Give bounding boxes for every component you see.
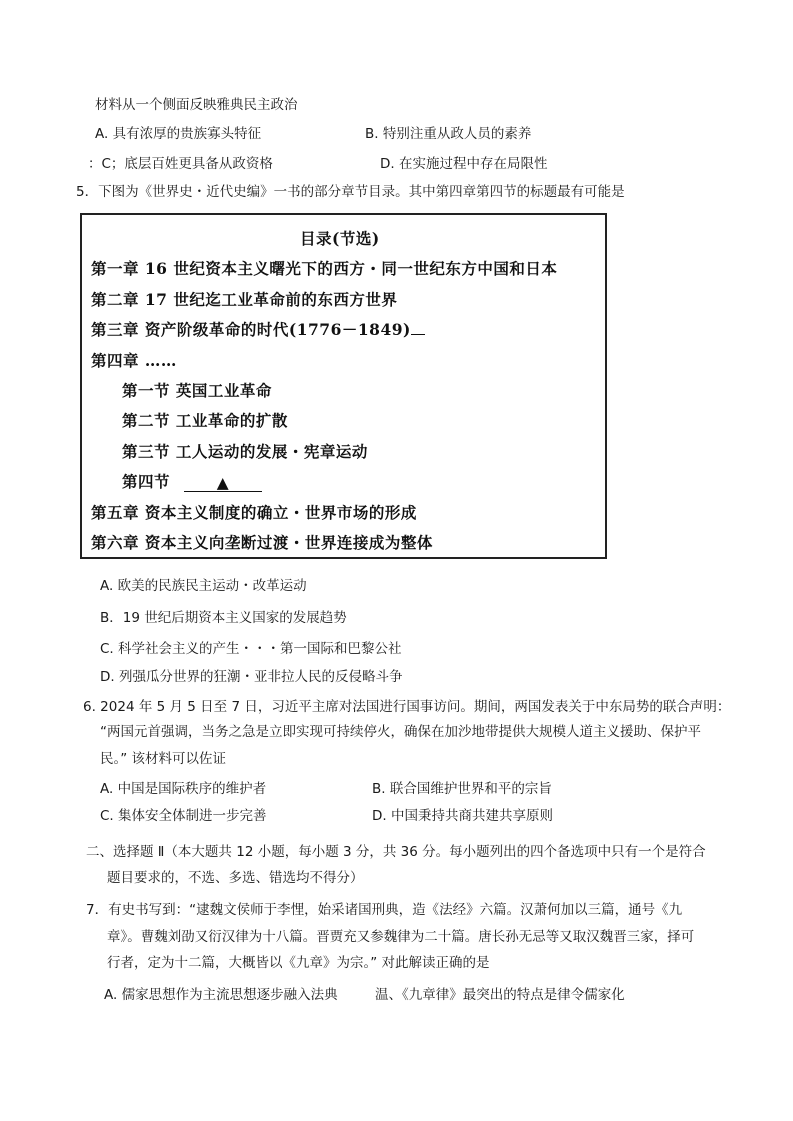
q5-stem: 5．下图为《世界史・近代史编》一书的部分章节目录。其中第四章第四节的标题最有可能是 [76, 184, 625, 200]
q7-line-2: 章》。曹魏刘劭又衍汉律为十八篇。晋贾充又参魏律为二十篇。唐长孙无忌等又取汉魏晋三家，择可 [107, 929, 695, 945]
q7-line-3: 行者，定为十二篇，大概皆以《九章》为宗。” 对此解读正确的是 [107, 955, 490, 971]
toc-chapter-1: 第一章 16 世纪资本主义曙光下的西方・同一世纪东方中国和日本 [91, 259, 558, 278]
toc-chapter-3: 第三章 资产阶级革命的时代(1776－1849) [91, 320, 425, 340]
q5-option-b: B．19 世纪后期资本主义国家的发展趋势 [100, 610, 347, 626]
toc-section-1: 第一节 英国工业革命 [122, 381, 272, 400]
section-2-heading: 二、选择题 Ⅱ（本大题共 12 小题，每小题 3 分，共 36 分。每小题列出的四个备选项中只有一个是符合 [86, 844, 706, 860]
q7-option-b-partial: 温、《九章律》最突出的特点是律令儒家化 [375, 987, 625, 1003]
toc-chapter-6: 第六章 资本主义向垄断过渡・世界连接成为整体 [91, 533, 433, 552]
toc-chapter-5: 第五章 资本主义制度的确立・世界市场的形成 [91, 503, 417, 522]
q6-option-c: C. 集体安全体制进一步完善 [100, 808, 267, 824]
q6-option-b: B. 联合国维护世界和平的宗旨 [372, 781, 552, 797]
toc-section-4: 第四节 ▲ [122, 472, 262, 492]
q6-option-d: D. 中国秉持共商共建共享原则 [372, 808, 553, 824]
section-2-instructions: 题目要求的，不选、多选、错选均不得分） [107, 870, 364, 886]
q4-option-b: B. 特别注重从政人员的素养 [365, 126, 532, 142]
toc-section-4-blank: ▲ [184, 473, 262, 492]
q6-line-1: 6. 2024 年 5 月 5 日至 7 日，习近平主席对法国进行国事访问。期间，两国发表关于中东局势的联合声明： [83, 699, 731, 715]
q4-stem-tail: 材料从一个侧面反映雅典民主政治 [95, 97, 298, 113]
q4-option-c: ：C；底层百姓更具备从政资格 [88, 156, 273, 172]
q6-line-3: 民。” 该材料可以佐证 [100, 751, 227, 767]
q6-line-2: “两国元首强调，当务之急是立即实现可持续停火，确保在加沙地带提供大规模人道主义援助、保护平 [100, 724, 701, 740]
toc-chapter-4: 第四章 …… [91, 351, 177, 370]
toc-chapter-2: 第二章 17 世纪迄工业革命前的东西方世界 [91, 290, 398, 309]
q5-option-d: D. 列强瓜分世界的狂潮・亚非拉人民的反侵略斗争 [100, 669, 403, 685]
q4-option-d: D. 在实施过程中存在局限性 [380, 156, 548, 172]
q4-option-a: A. 具有浓厚的贵族寡头特征 [95, 126, 262, 142]
q5-option-c: C. 科学社会主义的产生・・・第一国际和巴黎公社 [100, 641, 402, 657]
q5-option-a: A. 欧美的民族民主运动・改革运动 [100, 578, 307, 594]
q7-option-a: A. 儒家思想作为主流思想逐步融入法典 [104, 987, 338, 1003]
q7-line-1: 7．有史书写到：“逮魏文侯师于李悝，始采诸国刑典，造《法经》六篇。汉萧何加以三篇，通号《九 [86, 902, 683, 918]
toc-section-3: 第三节 工人运动的发展・宪章运动 [122, 442, 368, 461]
toc-title: 目录(节选) [300, 229, 380, 248]
toc-section-2: 第二节 工业革命的扩散 [122, 411, 288, 430]
toc-figure [80, 213, 607, 559]
toc-stray-underline [411, 320, 425, 335]
q6-option-a: A. 中国是国际秩序的维护者 [100, 781, 267, 797]
